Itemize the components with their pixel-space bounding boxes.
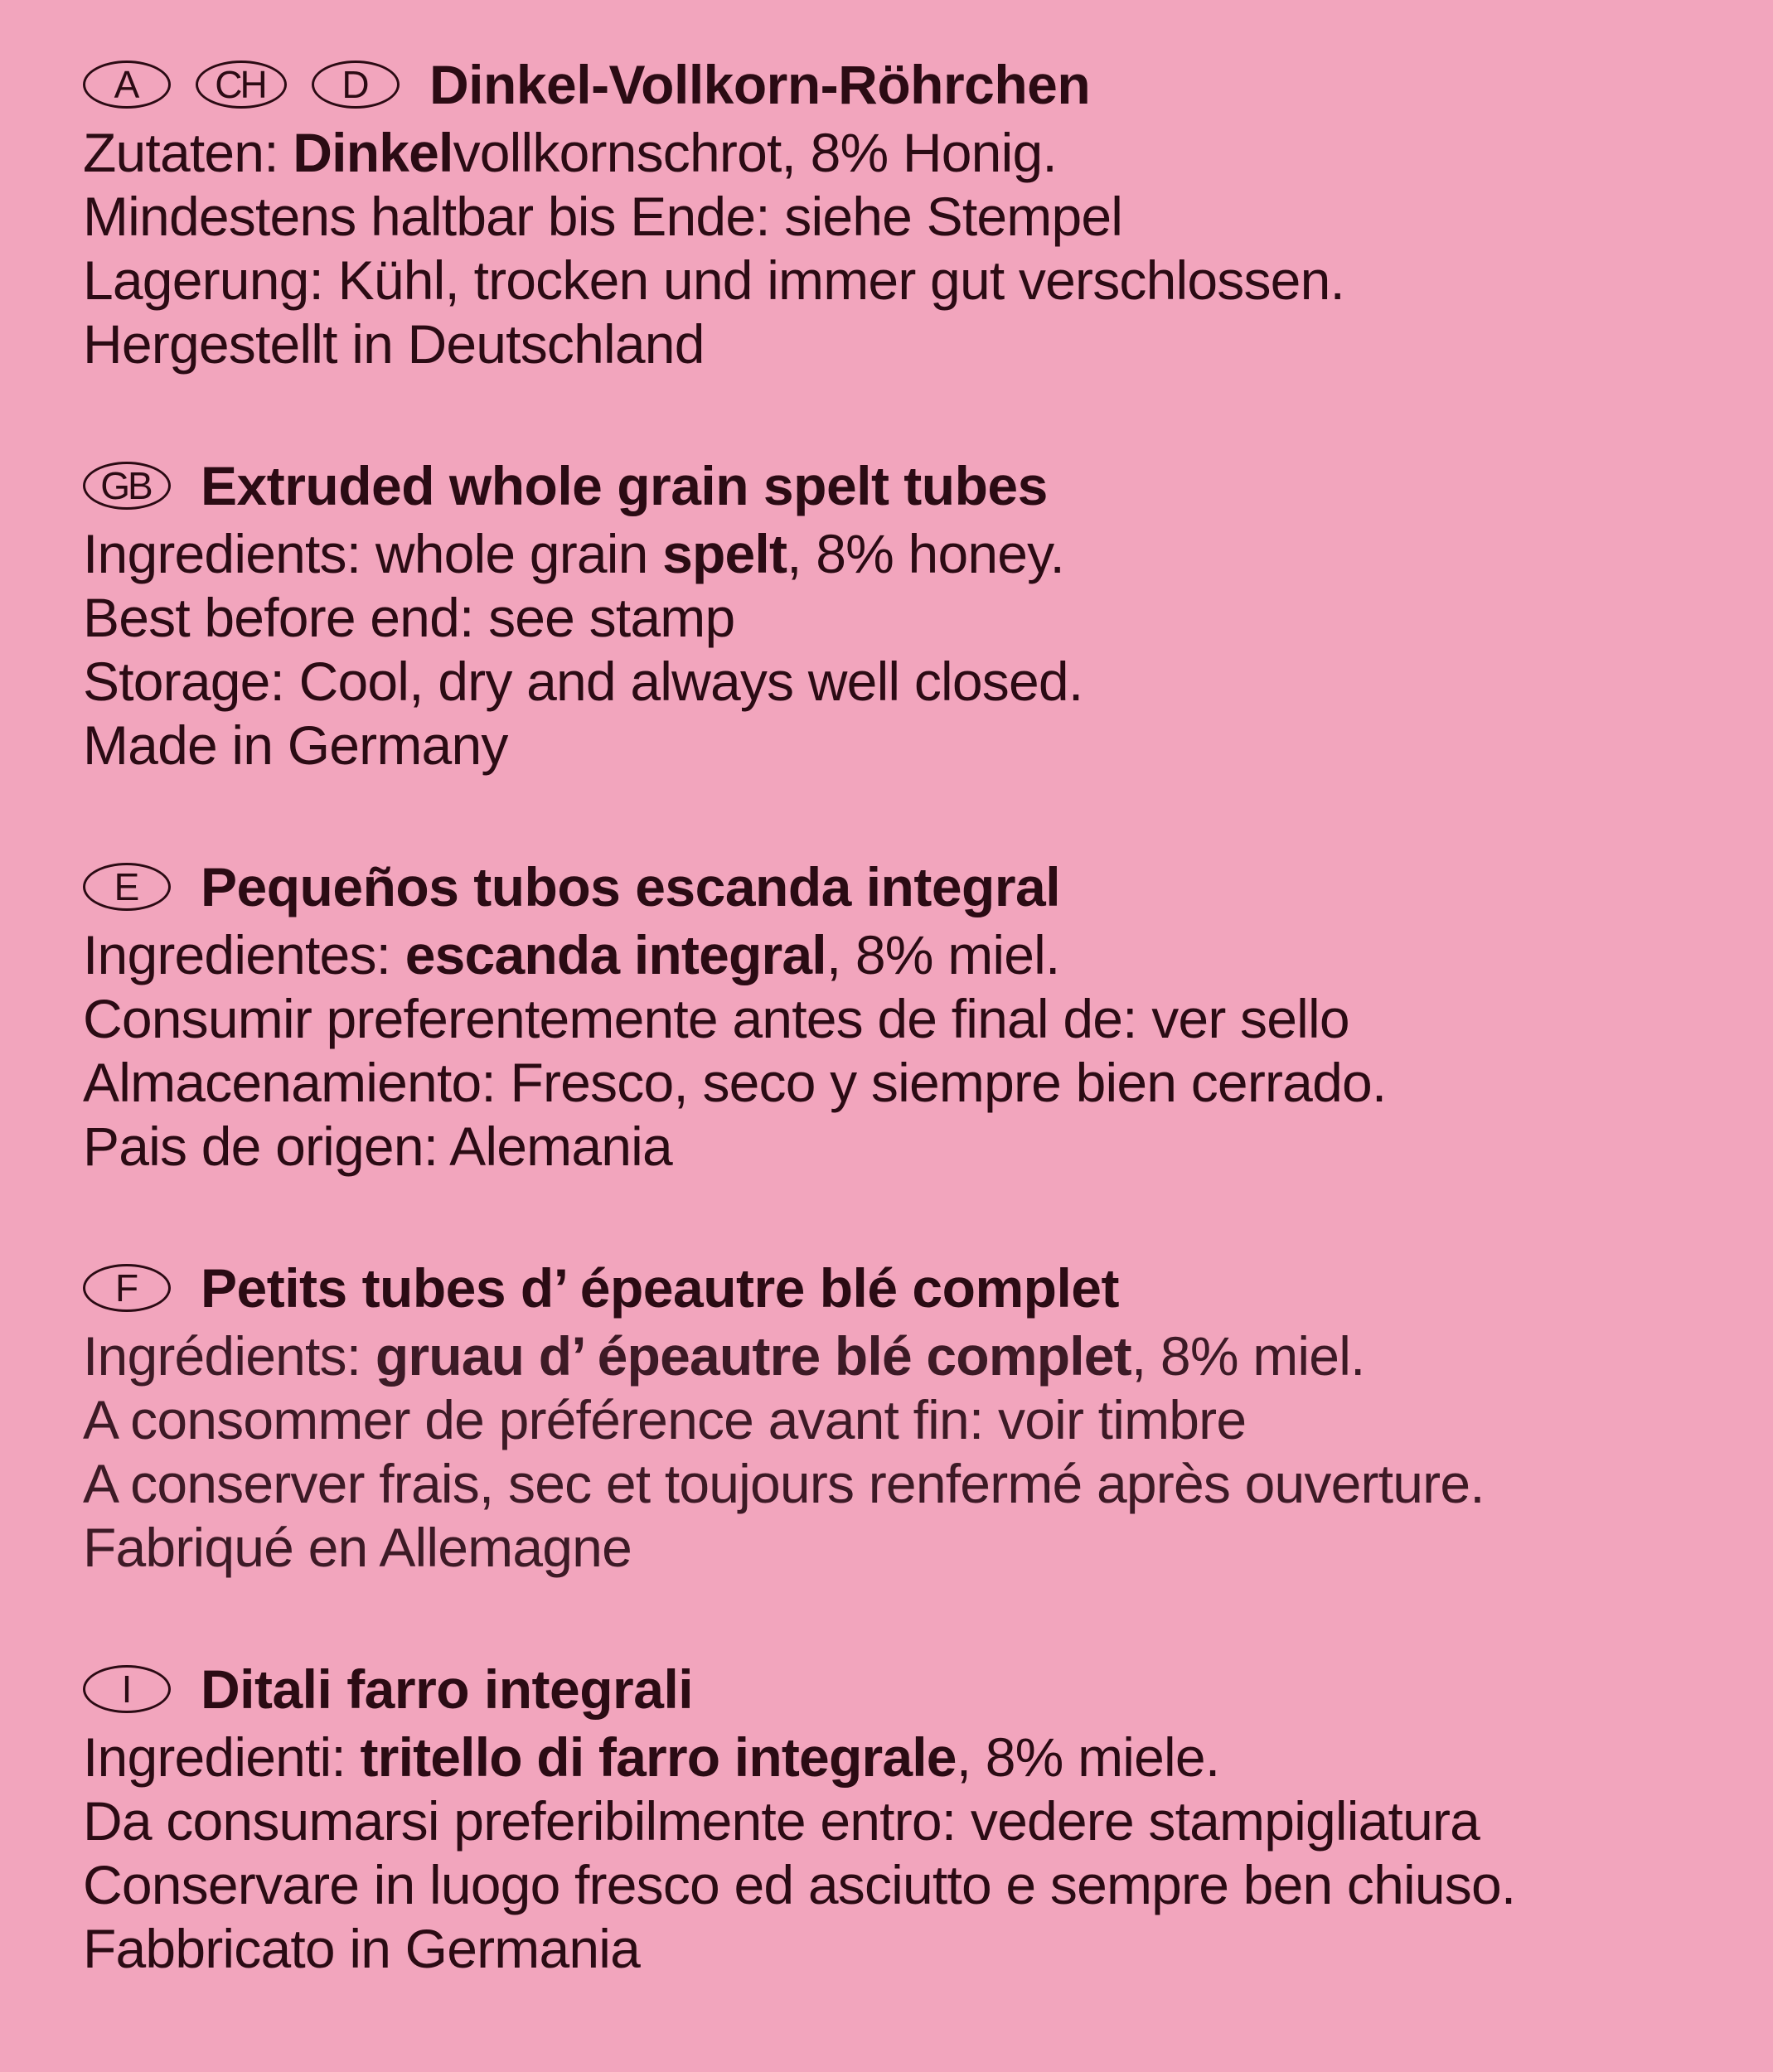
ingredients-rest: vollkornschrot, 8% Honig. — [453, 122, 1057, 183]
allergen-bold: gruau d’ épeautre blé complet — [375, 1325, 1131, 1387]
best-before-line: Da consumarsi preferibilmente entro: vedere stampigliatura — [83, 1790, 1480, 1852]
product-title: Extruded whole grain spelt tubes — [201, 455, 1048, 516]
section-heading — [83, 850, 1773, 923]
section-english — [83, 449, 1773, 777]
country-badges — [83, 863, 201, 911]
allergen-bold: spelt — [662, 523, 787, 584]
product-title: Ditali farro integrali — [201, 1658, 694, 1720]
section-italian — [83, 1653, 1773, 1981]
country-badges — [83, 462, 201, 510]
country-badges — [83, 1264, 201, 1312]
product-title: Pequeños tubos escanda integral — [201, 856, 1061, 917]
product-title: Petits tubes d’ épeautre blé complet — [201, 1257, 1119, 1319]
ingredients-line — [83, 121, 1773, 185]
storage-line: Conservare in luogo fresco ed asciutto e sempre ben chiuso. — [83, 1854, 1516, 1915]
ingredients-rest: , 8% honey. — [787, 523, 1065, 584]
section-heading — [83, 1653, 1773, 1726]
origin-line: Pais de origen: Alemania — [83, 1116, 672, 1177]
section-heading — [83, 1251, 1773, 1324]
storage-line: A conserver frais, sec et toujours renfermé après ouverture. — [83, 1453, 1485, 1514]
section-spanish — [83, 850, 1773, 1179]
country-badges — [83, 1665, 201, 1713]
product-title: Dinkel-Vollkorn-Röhrchen — [429, 54, 1091, 115]
section-heading — [83, 48, 1773, 121]
country-badge-gb: GB — [83, 462, 171, 510]
country-badge-d: D — [312, 61, 400, 109]
storage-line: Storage: Cool, dry and always well closed. — [83, 651, 1083, 712]
country-badge-e: E — [83, 863, 171, 911]
ingredients-line — [83, 923, 1773, 987]
ingredients-line — [83, 522, 1773, 586]
ingredients-line — [83, 1726, 1773, 1789]
origin-line: Fabriqué en Allemagne — [83, 1517, 632, 1578]
section-heading — [83, 449, 1773, 522]
ingredients-label: Ingredients: whole grain — [83, 523, 663, 584]
ingredients-label: Ingredienti: — [83, 1726, 361, 1788]
best-before-line: A consommer de préférence avant fin: voir timbre — [83, 1389, 1247, 1450]
ingredients-line — [83, 1324, 1773, 1388]
section-french — [83, 1251, 1773, 1580]
allergen-bold: tritello di farro integrale — [360, 1726, 957, 1788]
origin-line: Fabbricato in Germania — [83, 1918, 641, 1979]
origin-line: Made in Germany — [83, 714, 508, 776]
country-badges — [83, 61, 429, 109]
origin-line: Hergestellt in Deutschland — [83, 313, 705, 375]
storage-line: Almacenamiento: Fresco, seco y siempre bien cerrado. — [83, 1052, 1387, 1113]
ingredients-label: Zutaten: — [83, 122, 293, 183]
allergen-bold: Dinkel — [293, 122, 453, 183]
country-badge-ch: CH — [196, 61, 287, 109]
ingredients-label: Ingrédients: — [83, 1325, 375, 1387]
best-before-line: Consumir preferentemente antes de final de: ver sello — [83, 988, 1349, 1049]
ingredients-rest: , 8% miel. — [1131, 1325, 1365, 1387]
best-before-line: Best before end: see stamp — [83, 587, 735, 648]
country-badge-i: I — [83, 1665, 171, 1713]
allergen-bold: escanda integral — [404, 924, 826, 985]
ingredients-label: Ingredientes: — [83, 924, 405, 985]
best-before-line: Mindestens haltbar bis Ende: siehe Stempel — [83, 186, 1123, 247]
country-badge-f: F — [83, 1264, 171, 1312]
storage-line: Lagerung: Kühl, trocken und immer gut verschlossen. — [83, 249, 1345, 311]
country-badge-a: A — [83, 61, 171, 109]
ingredients-rest: , 8% miele. — [956, 1726, 1220, 1788]
ingredients-rest: , 8% miel. — [826, 924, 1060, 985]
section-german — [83, 48, 1773, 376]
